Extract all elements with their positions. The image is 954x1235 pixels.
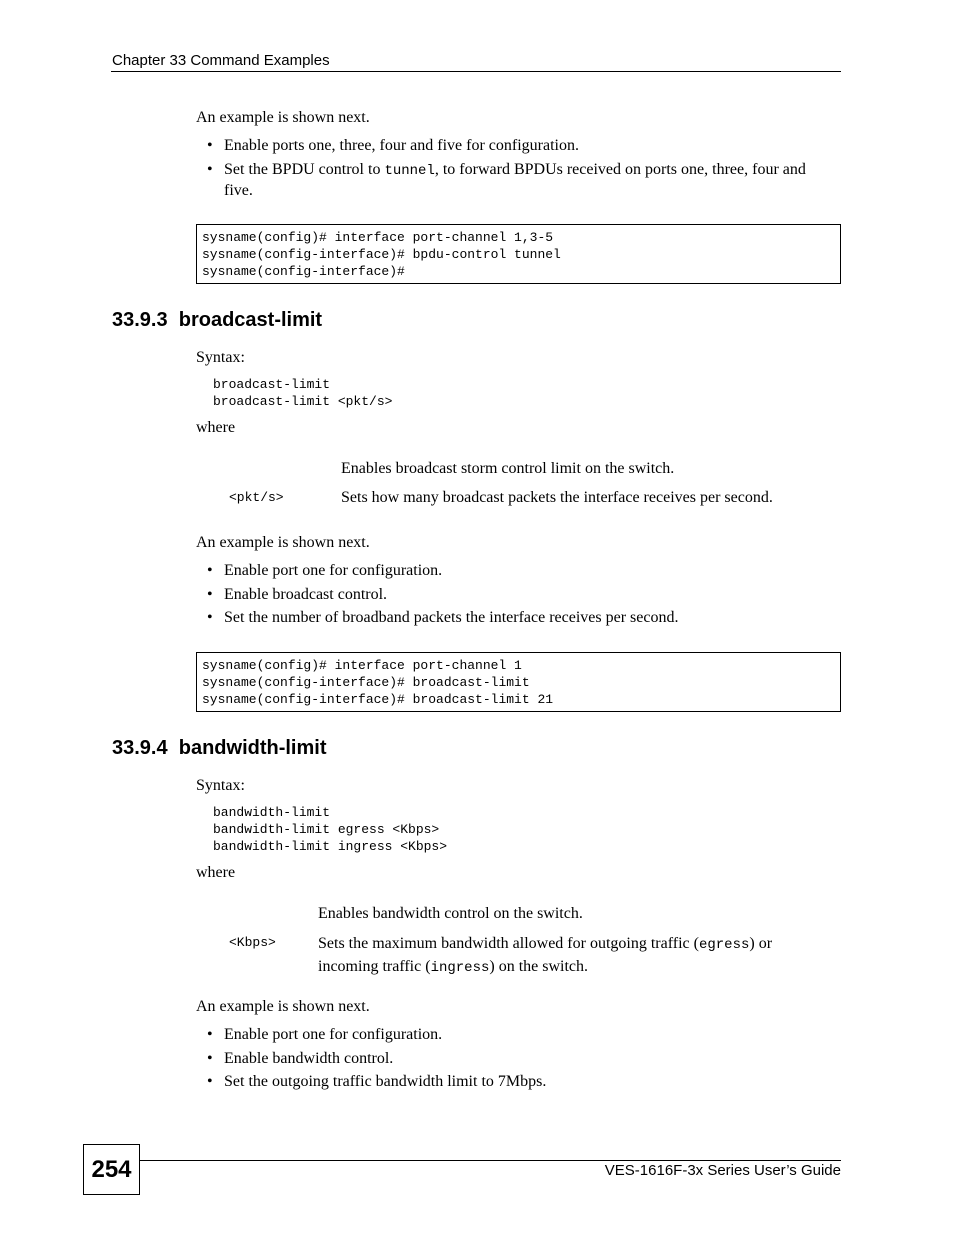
example-intro: An example is shown next. <box>196 534 370 551</box>
bullet-dot: • <box>207 160 213 178</box>
param-name: <pkt/s> <box>229 490 284 505</box>
syntax-code <box>213 804 447 855</box>
inline-code: egress <box>698 937 750 953</box>
code-line: sysname(config-interface)# broadcast-limit <box>202 675 530 690</box>
bullet-dot: • <box>207 609 213 626</box>
list-item: • Enable ports one, three, four and five for configuration. <box>207 136 837 157</box>
code-block <box>196 652 841 712</box>
page-number: 254 <box>83 1144 140 1195</box>
code-line: sysname(config-interface)# bpdu-control tunnel <box>202 247 561 262</box>
bullet-dot: • <box>207 585 213 603</box>
code-line: bandwidth-limit ingress <Kbps> <box>213 839 448 854</box>
param-name: <Kbps> <box>229 935 276 950</box>
running-header: Chapter 33 Command Examples <box>112 52 330 69</box>
code-line: bandwidth-limit <box>213 805 331 820</box>
code-line: sysname(config)# interface port-channel 1,3-5 <box>202 230 554 245</box>
param-description: Enables broadcast storm control limit on the switch. <box>341 460 675 477</box>
section-heading: 33.9.3 broadcast-limit <box>112 309 323 331</box>
bullet-list <box>207 1025 837 1096</box>
syntax-code <box>213 376 392 410</box>
code-block <box>196 224 841 284</box>
where-label: where <box>196 864 236 881</box>
example-intro: An example is shown next. <box>196 109 370 126</box>
list-item: • Enable port one for configuration. <box>207 1025 837 1046</box>
syntax-label: Syntax: <box>196 349 245 366</box>
syntax-label: Syntax: <box>196 777 245 794</box>
code-line: broadcast-limit <pkt/s> <box>213 394 393 409</box>
list-item: • Set the number of broadband packets the interface receives per second. <box>207 608 837 629</box>
inline-code: tunnel <box>384 162 435 179</box>
where-label: where <box>196 419 236 436</box>
guide-title: VES-1616F-3x Series User’s Guide <box>604 1162 841 1179</box>
bullet-dot: • <box>207 1049 213 1067</box>
list-item: • Set the outgoing traffic bandwidth limit to 7Mbps. <box>207 1072 837 1093</box>
code-line: broadcast-limit <box>213 377 331 392</box>
list-item: • Enable bandwidth control. <box>207 1049 837 1070</box>
bullet-list <box>207 136 837 205</box>
list-item: • Set the BPDU control to tunnel, to forward BPDUs received on ports one, three, four and five. <box>207 160 806 199</box>
bullet-dot: • <box>207 1026 213 1043</box>
bullet-dot: • <box>207 1073 213 1090</box>
section-heading: 33.9.4 bandwidth-limit <box>112 737 327 759</box>
code-line: sysname(config)# interface port-channel 1 <box>202 658 522 673</box>
inline-code: ingress <box>430 960 490 976</box>
bullet-list <box>207 561 837 632</box>
header-rule <box>111 71 841 72</box>
list-item: • Enable port one for configuration. <box>207 561 837 582</box>
param-description: Sets the maximum bandwidth allowed for outgoing traffic (egress) or incoming traffic (ingress) on the switch. <box>318 935 773 976</box>
footer-rule <box>140 1160 841 1161</box>
param-description: Sets how many broadcast packets the interface receives per second. <box>341 489 773 506</box>
code-line: bandwidth-limit egress <Kbps> <box>213 822 440 837</box>
code-line: sysname(config-interface)# <box>202 264 405 279</box>
param-description: Enables bandwidth control on the switch. <box>318 905 583 922</box>
example-intro: An example is shown next. <box>196 998 370 1015</box>
bullet-dot: • <box>207 562 213 579</box>
list-item: • Enable broadcast control. <box>207 585 837 606</box>
bullet-dot: • <box>207 137 213 154</box>
code-line: sysname(config-interface)# broadcast-limit 21 <box>202 692 554 707</box>
